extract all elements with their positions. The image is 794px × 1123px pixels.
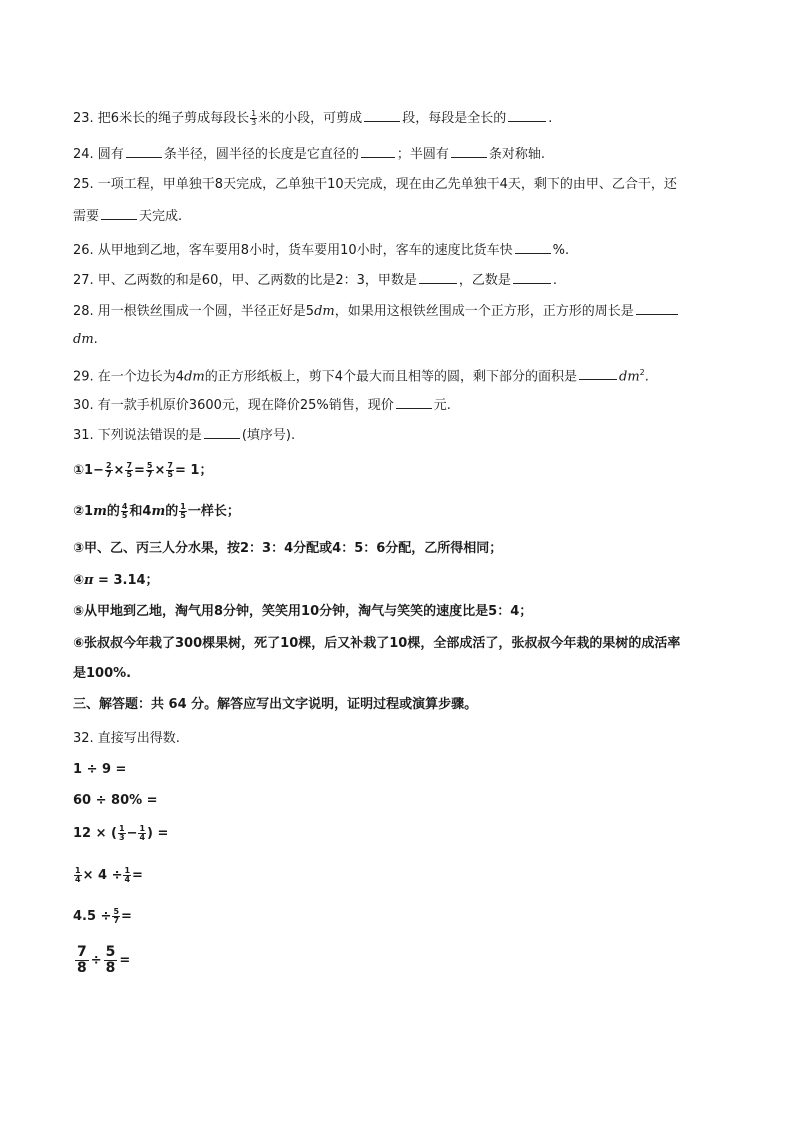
calc-4 (73, 867, 143, 885)
q25-text: 需要 (73, 209, 100, 224)
calc3-text-2: ) = (147, 826, 169, 841)
question-24 (73, 144, 545, 164)
q29-text-3: . (644, 369, 649, 385)
question-29 (73, 364, 649, 386)
calc4-text-2: = (132, 868, 143, 883)
option-5: ⑤从甲地到乙地，淘气用8分钟，笑笑用10分钟，淘气与笑笑的速度比是5：4； (73, 604, 533, 619)
question-28-line1 (73, 301, 680, 321)
q31-text: 31. 下列说法错误的是 (73, 428, 202, 443)
calc-5 (73, 908, 132, 926)
q31-text-2: (填序号). (241, 428, 296, 443)
answer-blank[interactable] (204, 425, 240, 439)
option-2 (73, 503, 240, 521)
q26-text: 26. 从甲地到乙地，客车要用8小时，货车要用10小时，客车的速度比货车快 (73, 243, 513, 258)
answer-blank[interactable] (364, 108, 400, 122)
q23-text-2: 米的小段，可剪成 (258, 111, 363, 126)
section-3-heading: 三、解答题：共 64 分。解答应写出文字说明，证明过程或演算步骤。 (73, 697, 478, 712)
option-3: ③甲、乙、丙三人分水果，按2：3：4分配或4：5：6分配，乙所得相同； (73, 541, 503, 556)
option-6-line1: ⑥张叔叔今年栽了300棵果树，死了10棵，后又补栽了10棵，全部成活了，张叔叔今年栽的果树的成活率 (73, 636, 681, 651)
pi-symbol: π (84, 573, 94, 588)
question-25-line2 (73, 206, 182, 226)
question-25-line1: 25. 一项工程，甲单独干8天完成，乙单独干10天完成，现在由乙先单独干4天，剩下的由甲、乙合干，还 (73, 177, 677, 192)
question-30 (73, 395, 451, 415)
answer-blank[interactable] (579, 366, 617, 380)
calc-3 (73, 825, 168, 843)
fraction: $\frac{7}{8}$ (77, 944, 87, 976)
calc-2: 60 ÷ 80% = (73, 793, 158, 808)
fraction: $\frac{1}{3}$ (251, 109, 257, 127)
q28-text: 28. 用一根铁丝围成一个圆，半径正好是5 (73, 304, 315, 319)
q29-text-2: 的正方形纸板上，剪下4个最大而且相等的圆，剩下部分的面积是 (204, 369, 578, 385)
question-31 (73, 425, 295, 445)
q23-text-3: 段，每段是全长的 (402, 111, 507, 126)
answer-blank[interactable] (508, 108, 546, 122)
times-sign: × (154, 463, 166, 478)
equals-sign: = (119, 953, 131, 968)
minus-sign: − (126, 826, 138, 841)
calc3-text: 12 × ( (73, 826, 117, 841)
option-1 (73, 462, 212, 480)
q23-text-4: . (548, 111, 553, 126)
q26-text-2: %. (552, 243, 570, 258)
answer-blank[interactable] (126, 144, 162, 158)
question-27 (73, 270, 557, 290)
fraction: $\frac{5}{8}$ (105, 944, 116, 976)
opt2-text: ②1 (73, 504, 94, 519)
opt1-text: ①1− (73, 463, 104, 478)
fraction: $\frac{5}{7}$ (146, 461, 153, 479)
opt4-text-2: = 3.14； (93, 573, 159, 588)
unit-dm: dm (619, 369, 640, 385)
fraction: $\frac{5}{7}$ (113, 907, 120, 925)
answer-blank[interactable] (636, 301, 678, 315)
q28-text-3: . (93, 332, 98, 347)
q23-text: 23. 把6米长的绳子剪成每段长 (73, 111, 250, 126)
unit-dm: dm (73, 332, 94, 347)
unit-dm: dm (184, 369, 205, 385)
equals-sign: = (134, 463, 145, 478)
fraction: $\frac{7}{5}$ (126, 461, 133, 479)
q27-text-3: . (552, 273, 558, 288)
q30-text: 30. 有一款手机原价3600元，现在降价25%销售，现价 (73, 398, 394, 413)
answer-blank[interactable] (513, 270, 551, 284)
q27-text: 27. 甲、乙两数的和是60，甲、乙两数的比是2：3，甲数是 (73, 273, 417, 288)
calc-6 (73, 945, 130, 976)
option-4 (73, 572, 159, 590)
question-23 (73, 108, 552, 128)
question-26 (73, 240, 569, 260)
fraction: $\frac{1}{4}$ (75, 866, 81, 884)
opt2-text-3: 和4 (129, 504, 152, 519)
unit-m: m (151, 504, 166, 519)
q30-text-2: 元. (433, 398, 451, 413)
fraction: $\frac{7}{5}$ (167, 461, 173, 479)
fraction: $\frac{4}{5}$ (121, 502, 128, 520)
fraction: $\frac{2}{7}$ (105, 461, 112, 479)
question-32: 32. 直接写出得数. (73, 731, 180, 746)
answer-blank[interactable] (101, 206, 137, 220)
divide-sign: ÷ (90, 953, 102, 968)
calc-1: 1 ÷ 9 = (73, 762, 127, 777)
opt2-text-5: 一样长； (187, 504, 240, 519)
calc5-text-2: = (121, 909, 132, 924)
answer-blank[interactable] (515, 240, 551, 254)
fraction: $\frac{1}{4}$ (124, 866, 131, 884)
q29-text: 29. 在一个边长为4 (73, 369, 185, 385)
q24-text-4: 条对称轴. (488, 147, 545, 162)
fraction: $\frac{1}{4}$ (139, 824, 146, 842)
calc5-text: 4.5 ÷ (73, 909, 112, 924)
unit-m: m (93, 504, 107, 519)
q25-text-2: 天完成. (139, 209, 183, 224)
opt2-text-2: 的 (106, 504, 120, 519)
q24-text: 24. 圆有 (73, 147, 124, 162)
times-sign: × (113, 463, 125, 478)
fraction: $\frac{1}{3}$ (118, 824, 125, 842)
q24-text-3: ；半圆有 (396, 147, 449, 162)
unit-exponent: 2 (639, 368, 645, 377)
answer-blank[interactable] (419, 270, 457, 284)
question-28-line2 (73, 331, 98, 349)
opt2-text-4: 的 (165, 504, 179, 519)
opt4-text: ④ (73, 573, 85, 588)
option-6-line2: 是100%. (73, 666, 132, 681)
opt1-result: = 1； (174, 463, 213, 478)
answer-blank[interactable] (361, 144, 395, 158)
answer-blank[interactable] (451, 144, 487, 158)
q27-text-2: ，乙数是 (458, 273, 511, 288)
q28-text-2: ，如果用这根铁丝围成一个正方形，正方形的周长是 (334, 304, 634, 319)
q24-text-2: 条半径，圆半径的长度是它直径的 (163, 147, 359, 162)
fraction: $\frac{1}{5}$ (180, 502, 186, 520)
calc4-text: × 4 ÷ (82, 868, 123, 883)
unit-dm: dm (314, 304, 335, 319)
answer-blank[interactable] (396, 395, 432, 409)
